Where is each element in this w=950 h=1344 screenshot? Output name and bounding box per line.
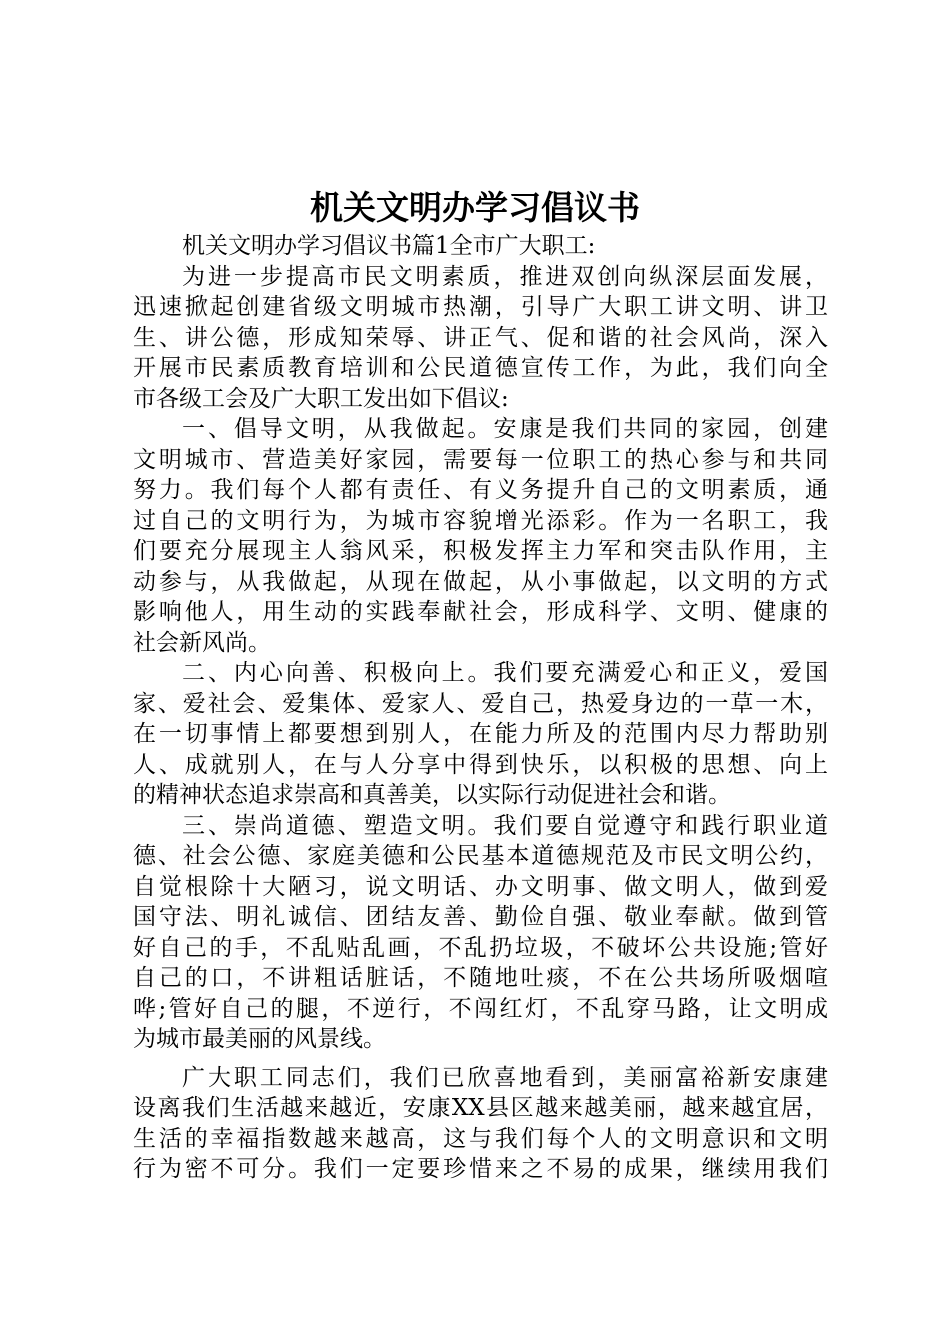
document-line: 努力。我们每个人都有责任、有义务提升自己的文明素质，通 <box>133 477 828 503</box>
document-line: 过自己的文明行为，为城市容貌增光添彩。作为一名职工，我 <box>133 507 828 534</box>
document-line: 生、讲公德，形成知荣辱、讲正气、促和谐的社会风尚，深入 <box>133 324 828 351</box>
document-line: 人、成就别人，在与人分享中得到快乐，以积极的思想、向上 <box>133 751 828 778</box>
document-line: 二、内心向善、积极向上。我们要充满爱心和正义，爱国 <box>182 660 828 686</box>
document-line: 一、倡导文明，从我做起。安康是我们共同的家园，创建 <box>182 416 828 442</box>
document-line: 家、爱社会、爱集体、爱家人、爱自己，热爱身边的一草一木， <box>133 690 828 717</box>
document-line: 自己的口，不讲粗话脏话，不随地吐痰，不在公共场所吸烟喧 <box>133 965 828 991</box>
document-line: 的精神状态追求崇高和真善美，以实际行动促进社会和谐。 <box>133 782 731 808</box>
document-line: 哗;管好自己的腿，不逆行，不闯红灯，不乱穿马路，让文明成 <box>133 995 828 1022</box>
document-line: 三、崇尚道德、塑造文明。我们要自觉遵守和践行职业道 <box>182 812 828 839</box>
document-line: 们要充分展现主人翁风采，积极发挥主力军和突击队作用，主 <box>133 538 828 564</box>
document-line: 动参与，从我做起，从现在做起，从小事做起，以文明的方式 <box>133 568 828 595</box>
paragraph-gap <box>133 1055 828 1063</box>
document-line: 为进一步提高市民文明素质，推进双创向纵深层面发展， <box>182 263 828 290</box>
document-line: 市各级工会及广大职工发出如下倡议: <box>133 385 509 412</box>
document-title: 机关文明办学习倡议书 <box>310 188 640 227</box>
document-line: 国守法、明礼诚信、团结友善、勤俭自强、敬业奉献。做到管 <box>133 904 828 930</box>
document-body <box>133 231 828 1185</box>
document-line: 广大职工同志们，我们已欣喜地看到，美丽富裕新安康建 <box>182 1064 828 1091</box>
document-line: 设离我们生活越来越近，安康XX县区越来越美丽，越来越宜居， <box>133 1095 828 1121</box>
document-line: 为城市最美丽的风景线。 <box>133 1026 386 1052</box>
document-line: 生活的幸福指数越来越高，这与我们每个人的文明意识和文明 <box>133 1125 828 1152</box>
document-line: 德、社会公德、家庭美德和公民基本道德规范及市民文明公约， <box>133 843 828 869</box>
document-line: 文明城市、营造美好家园，需要每一位职工的热心参与和共同 <box>133 446 828 473</box>
document-line: 在一切事情上都要想到别人，在能力所及的范围内尽力帮助别 <box>133 721 828 747</box>
document-line: 自觉根除十大陋习，说文明话、办文明事、做文明人，做到爱 <box>133 873 828 900</box>
document-line: 开展市民素质教育培训和公民道德宣传工作，为此，我们向全 <box>133 355 828 381</box>
document-line: 社会新风尚。 <box>133 629 271 656</box>
document-line: 机关文明办学习倡议书篇1全市广大职工: <box>182 233 596 259</box>
document-line: 好自己的手，不乱贴乱画，不乱扔垃圾，不破坏公共设施;管好 <box>133 934 828 961</box>
document-line: 行为密不可分。我们一定要珍惜来之不易的成果，继续用我们 <box>133 1156 828 1182</box>
document-line: 影响他人，用生动的实践奉献社会，形成科学、文明、健康的 <box>133 599 828 625</box>
document-line: 迅速掀起创建省级文明城市热潮，引导广大职工讲文明、讲卫 <box>133 294 828 320</box>
